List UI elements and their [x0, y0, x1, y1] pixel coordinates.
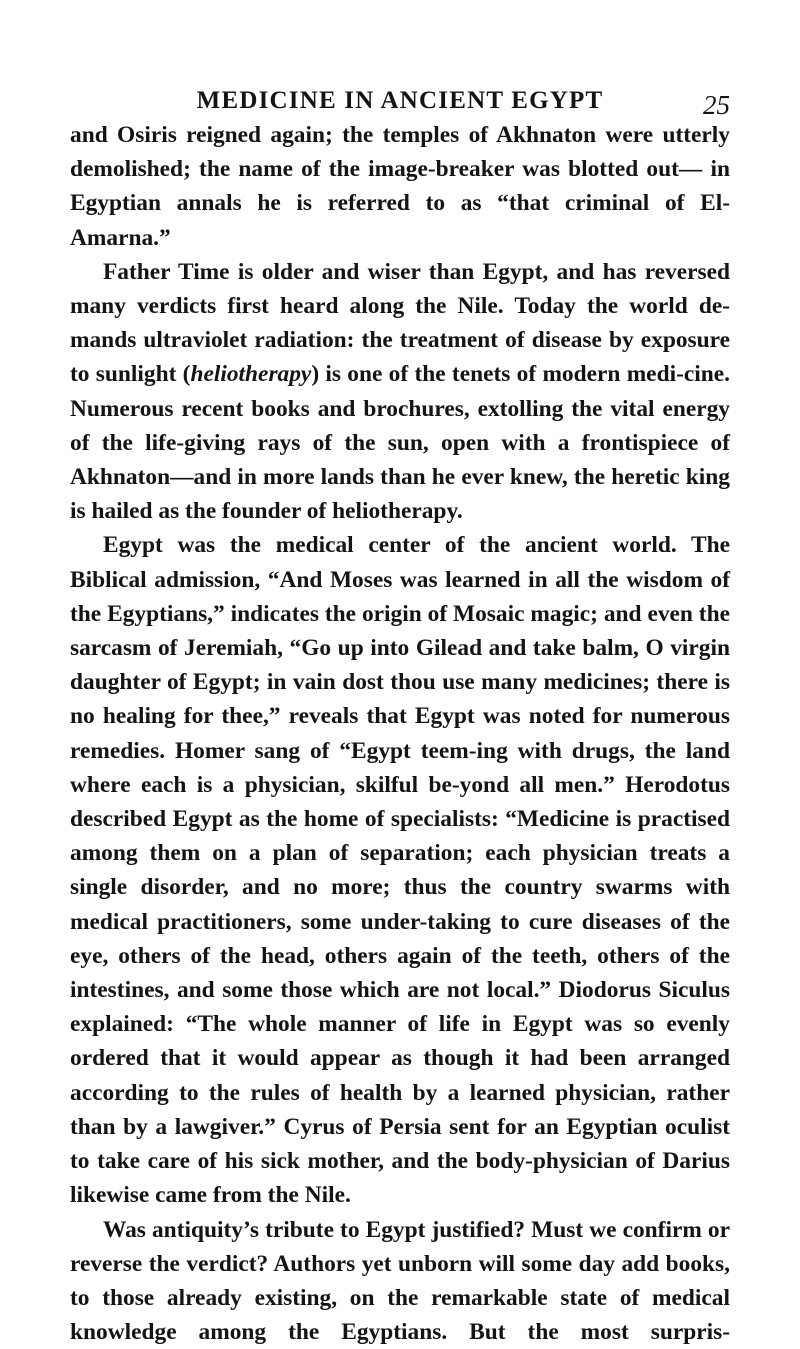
heliotherapy-term: heliotherapy	[190, 361, 312, 388]
paragraph-4: Was antiquity’s tribute to Egypt justified? Must we confirm or reverse the verdict? Authors yet unborn will some day add books, to those already existing, on the remarkable state of medical knowledge among the Egyptians. But the most surpris-	[70, 1216, 730, 1346]
paragraph-2	[70, 255, 730, 529]
body-text	[70, 118, 730, 1349]
running-title: MEDICINE IN ANCIENT EGYPT	[196, 87, 604, 114]
running-head	[70, 84, 730, 118]
paragraph-3: Egypt was the medical center of the ancient world. The Biblical admission, “And Moses was learned in all the wisdom of the Egyptians,” indicates the origin of Mosaic magic; and even the sarcasm of Jeremiah, “Go up into Gilead and take balm, O virgin daughter of Egypt; in vain dost thou use many medicines; there is no healing for thee,” reveals that Egypt was noted for numerous remedies. Homer sang of “Egypt teem-ing with drugs, the land where each is a physician, skilful be-yond all men.” Herodotus described Egypt as the home of specialists: “Medicine is practised among them on a plan of separation; each physician treats a single disorder, and no more; thus the country swarms with medical practitioners, some under-taking to cure diseases of the eye, others of the head, others again of the teeth, others of the intestines, and some those which are not local.” Diodorus Siculus explained: “The whole manner of life in Egypt was so evenly ordered that it would appear as though it had been arranged according to the rules of health by a learned physician, rather than by a lawgiver.” Cyrus of Persia sent for an Egyptian oculist to take care of his sick mother, and the body-physician of Darius likewise came from the Nile.	[70, 532, 730, 1209]
paragraph-2-text-before: Father Time is older and wiser than Egypt, and has reversed many verdicts first heard along the Nile. Today the world de-mands ultraviolet radiation: the treatment of disease by exposure to sunlight (	[70, 258, 730, 388]
paragraph-1: and Osiris reigned again; the temples of Akhnaton were utterly demolished; the name of the image-breaker was blotted out— in Egyptian annals he is referred to as “that criminal of El-Amarna.”	[70, 122, 730, 251]
page-number: 25	[703, 90, 730, 120]
paragraph-2-text-after: ) is one of the tenets of modern medi-cine. Numerous recent books and brochures, extolling the vital energy of the life-giving rays of the sun, open with a frontispiece of Akhnaton—and in more lands than he ever knew, the heretic king is hailed as the founder of heliotherapy.	[70, 361, 730, 525]
